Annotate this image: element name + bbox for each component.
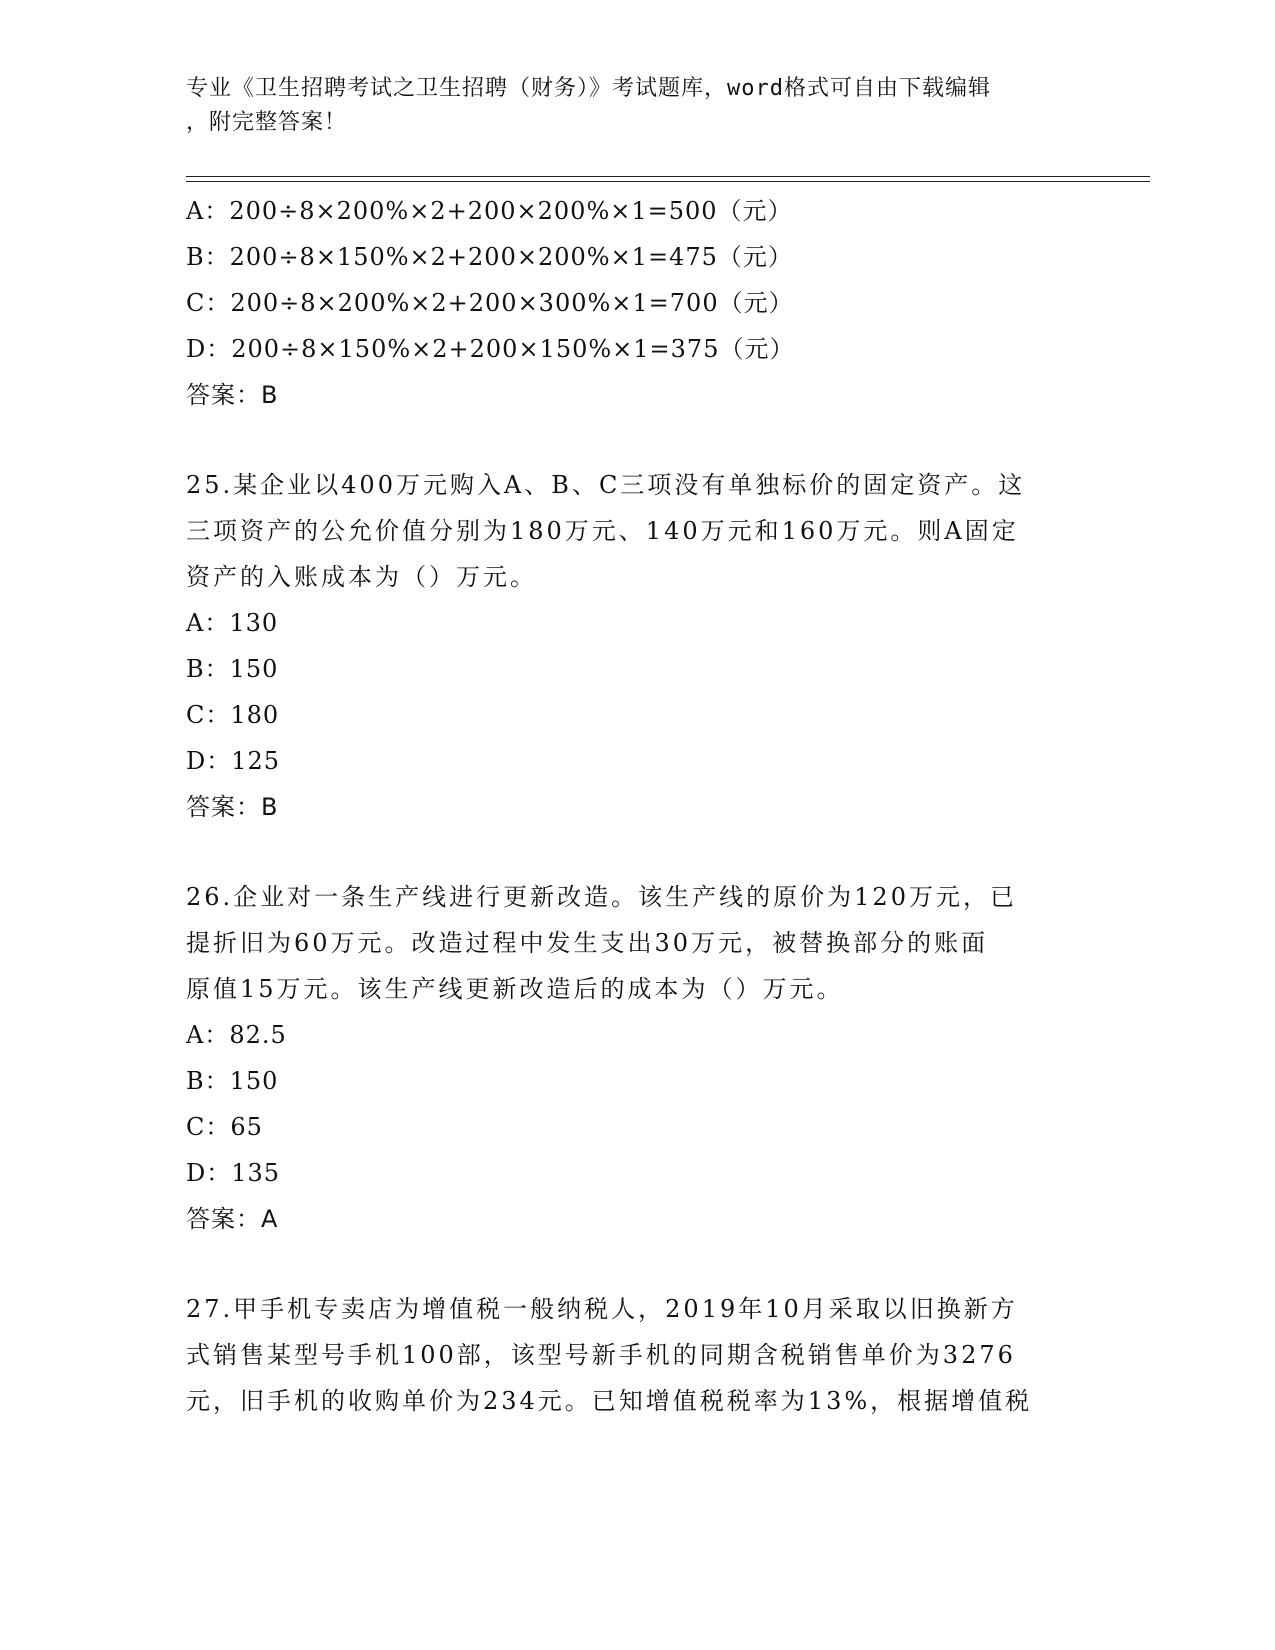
spacer	[186, 1242, 1086, 1286]
question-24	[186, 188, 1086, 418]
option-b: B：150	[186, 1067, 279, 1095]
stem-line-1: 26.企业对一条生产线进行更新改造。该生产线的原价为120万元，已	[186, 883, 1017, 911]
stem-line-1: 25.某企业以400万元购入A、B、C三项没有单独标价的固定资产。这	[186, 471, 1026, 499]
stem-line-3: 资产的入账成本为（）万元。	[186, 563, 537, 591]
document-header	[186, 72, 1086, 140]
stem-line-3: 元，旧手机的收购单价为234元。已知增值税税率为13%，根据增值税	[186, 1387, 1033, 1415]
answer: 答案：B	[186, 793, 279, 821]
question-stem	[186, 874, 1086, 1012]
option-c: C：200÷8×200%×2+200×300%×1=700（元）	[186, 289, 794, 317]
option-a: A：200÷8×200%×2+200×200%×1=500（元）	[186, 197, 793, 225]
answer: 答案：B	[186, 381, 279, 409]
stem-line-2: 式销售某型号手机100部，该型号新手机的同期含税销售单价为3276	[186, 1341, 1016, 1369]
header-divider-bottom	[186, 181, 1150, 182]
stem-line-2: 三项资产的公允价值分别为180万元、140万元和160万元。则A固定	[186, 517, 1019, 545]
question-list	[186, 188, 1086, 1424]
header-line-1: 专业《卫生招聘考试之卫生招聘（财务）》考试题库，word格式可自由下载编辑	[186, 76, 991, 101]
question-25	[186, 462, 1086, 830]
header-divider-top	[186, 176, 1150, 177]
question-stem	[186, 462, 1086, 600]
option-d: D：125	[186, 747, 281, 775]
option-b: B：200÷8×150%×2+200×200%×1=475（元）	[186, 243, 793, 271]
question-stem	[186, 1286, 1086, 1424]
option-b: B：150	[186, 655, 279, 683]
header-line-2: ，附完整答案！	[186, 110, 348, 135]
spacer	[186, 830, 1086, 874]
option-a: A：130	[186, 609, 279, 637]
option-a: A：82.5	[186, 1021, 287, 1049]
answer: 答案：A	[186, 1205, 279, 1233]
option-c: C：65	[186, 1113, 263, 1141]
question-26	[186, 874, 1086, 1242]
option-c: C：180	[186, 701, 280, 729]
spacer	[186, 418, 1086, 462]
stem-line-2: 提折旧为60万元。改造过程中发生支出30万元，被替换部分的账面	[186, 929, 989, 957]
stem-line-1: 27.甲手机专卖店为增值税一般纳税人，2019年10月采取以旧换新方	[186, 1295, 1018, 1323]
stem-line-3: 原值15万元。该生产线更新改造后的成本为（）万元。	[186, 975, 844, 1003]
option-d: D：200÷8×150%×2+200×150%×1=375（元）	[186, 335, 795, 363]
option-d: D：135	[186, 1159, 281, 1187]
question-27	[186, 1286, 1086, 1424]
